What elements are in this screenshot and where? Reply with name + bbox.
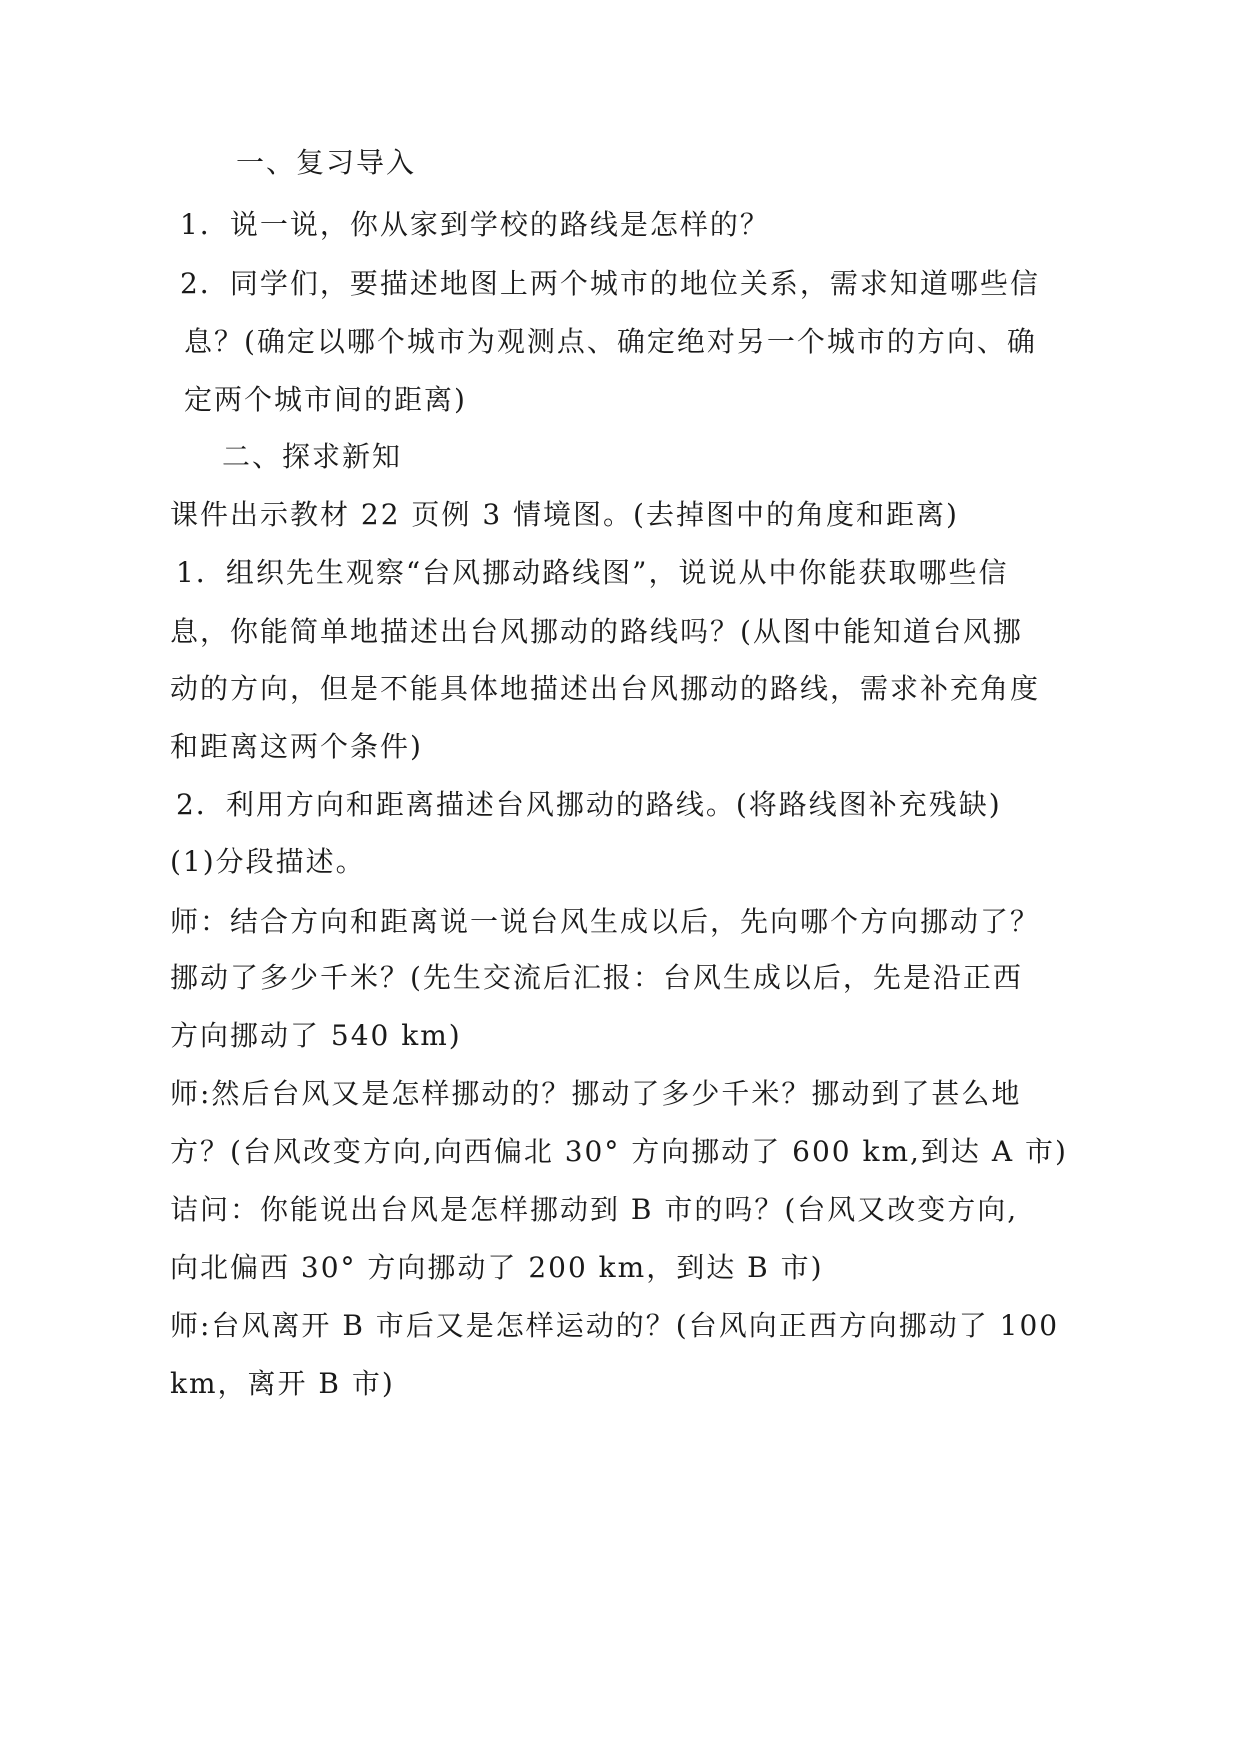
section2-question-1-line-1: 1．组织先生观察“台风挪动路线图”，说说从中你能获取哪些信 xyxy=(176,556,1009,589)
follow-up-question-line-1: 诘问：你能说出台风是怎样挪动到 B 市的吗？(台风又改变方向, xyxy=(170,1193,1019,1226)
teacher-prompt-1-line-2: 挪动了多少千米？(先生交流后汇报：台风生成以后，先是沿正西 xyxy=(170,961,1023,994)
subsection-1: (1)分段描述。 xyxy=(170,845,366,878)
section1-question-2-line-3: 定两个城市间的距离) xyxy=(184,383,467,416)
section1-question-2-line-1: 2．同学们，要描述地图上两个城市的地位关系，需求知道哪些信 xyxy=(180,267,1040,300)
teacher-prompt-2-line-2: 方？(台风改变方向,向西偏北 30° 方向挪动了 600 km,到达 A 市) xyxy=(170,1135,1068,1168)
section2-heading: 二、探求新知 xyxy=(222,440,403,473)
section2-question-2: 2．利用方向和距离描述台风挪动的路线。(将路线图补充残缺) xyxy=(176,788,1002,821)
follow-up-question-line-2: 向北偏西 30° 方向挪动了 200 km，到达 B 市) xyxy=(170,1251,824,1284)
section2-question-1-line-3: 动的方向，但是不能具体地描述出台风挪动的路线，需求补充角度 xyxy=(170,672,1041,705)
section2-question-1-line-4: 和距离这两个条件) xyxy=(170,730,423,763)
courseware-line: 课件出示教材 22 页例 3 情境图。(去掉图中的角度和距离) xyxy=(170,498,959,531)
teacher-prompt-3-line-2: km，离开 B 市) xyxy=(170,1367,395,1400)
section1-question-1: 1．说一说，你从家到学校的路线是怎样的？ xyxy=(180,208,770,241)
teacher-prompt-2-line-1: 师:然后台风又是怎样挪动的？挪动了多少千米？挪动到了甚么地 xyxy=(170,1077,1022,1110)
teacher-prompt-1-line-1: 师：结合方向和距离说一说台风生成以后，先向哪个方向挪动了？ xyxy=(170,905,1041,938)
section2-question-1-line-2: 息，你能简单地描述出台风挪动的路线吗？(从图中能知道台风挪 xyxy=(170,615,1023,648)
section1-question-2-line-2: 息？(确定以哪个城市为观测点、确定绝对另一个城市的方向、确 xyxy=(184,325,1037,358)
section1-heading: 一、复习导入 xyxy=(236,146,417,179)
teacher-prompt-1-line-3: 方向挪动了 540 km) xyxy=(170,1019,462,1052)
teacher-prompt-3-line-1: 师:台风离开 B 市后又是怎样运动的？(台风向正西方向挪动了 100 xyxy=(170,1309,1060,1342)
